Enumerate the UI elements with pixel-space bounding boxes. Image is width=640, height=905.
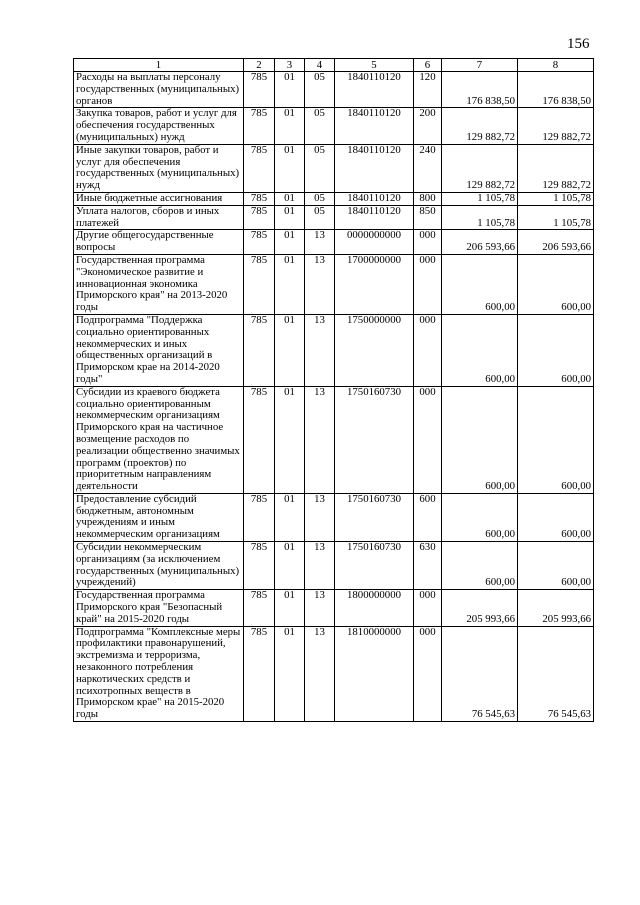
row-cell-c3: 01 — [275, 72, 305, 108]
row-cell-c8: 600,00 — [518, 314, 594, 386]
row-cell-c4: 05 — [305, 144, 335, 192]
table-row — [74, 144, 594, 192]
row-cell-c2: 785 — [244, 192, 275, 205]
row-cell-c2: 785 — [244, 314, 275, 386]
row-cell-c8: 129 882,72 — [518, 144, 594, 192]
row-cell-c6: 000 — [414, 590, 442, 626]
row-cell-c4: 13 — [305, 493, 335, 541]
row-cell-c3: 01 — [275, 254, 305, 314]
row-cell-c4: 05 — [305, 205, 335, 230]
row-cell-c7: 600,00 — [442, 542, 518, 590]
col-header: 5 — [335, 59, 414, 72]
row-cell-c6: 000 — [414, 230, 442, 255]
row-cell-c2: 785 — [244, 626, 275, 721]
col-header: 3 — [275, 59, 305, 72]
row-cell-c7: 129 882,72 — [442, 108, 518, 144]
row-cell-c6: 000 — [414, 386, 442, 493]
row-cell-c3: 01 — [275, 626, 305, 721]
row-cell-c8: 600,00 — [518, 254, 594, 314]
row-cell-c3: 01 — [275, 493, 305, 541]
col-header: 2 — [244, 59, 275, 72]
row-cell-c7: 600,00 — [442, 386, 518, 493]
row-cell-c7: 1 105,78 — [442, 192, 518, 205]
row-cell-c3: 01 — [275, 108, 305, 144]
row-cell-c6: 800 — [414, 192, 442, 205]
row-cell-c8: 205 993,66 — [518, 590, 594, 626]
row-cell-c3: 01 — [275, 205, 305, 230]
budget-table — [73, 58, 594, 722]
row-cell-c6: 000 — [414, 626, 442, 721]
row-cell-c5: 1840110120 — [335, 205, 414, 230]
row-cell-c8: 129 882,72 — [518, 108, 594, 144]
page-number: 156 — [567, 36, 590, 52]
row-cell-c8: 76 545,63 — [518, 626, 594, 721]
row-cell-c2: 785 — [244, 254, 275, 314]
row-cell-c7: 129 882,72 — [442, 144, 518, 192]
row-cell-c7: 205 993,66 — [442, 590, 518, 626]
col-header: 7 — [442, 59, 518, 72]
row-cell-c5: 1750160730 — [335, 493, 414, 541]
row-cell-c2: 785 — [244, 493, 275, 541]
header-row — [74, 59, 594, 72]
row-cell-c6: 630 — [414, 542, 442, 590]
table-row — [74, 108, 594, 144]
table-row — [74, 205, 594, 230]
row-cell-c8: 600,00 — [518, 493, 594, 541]
row-name-cell: Подпрограмма "Поддержка социально ориентированных некоммерческих и иных общественных организаций в Приморском крае на 2014-2020 годы" — [74, 314, 244, 386]
table-row — [74, 230, 594, 255]
row-cell-c7: 206 593,66 — [442, 230, 518, 255]
row-cell-c8: 176 838,50 — [518, 72, 594, 108]
row-cell-c4: 13 — [305, 626, 335, 721]
row-cell-c5: 1840110120 — [335, 144, 414, 192]
row-cell-c5: 1700000000 — [335, 254, 414, 314]
row-cell-c8: 600,00 — [518, 542, 594, 590]
col-header: 4 — [305, 59, 335, 72]
row-cell-c4: 13 — [305, 542, 335, 590]
row-cell-c3: 01 — [275, 144, 305, 192]
row-name-cell: Расходы на выплаты персоналу государственных (муниципальных) органов — [74, 72, 244, 108]
row-cell-c2: 785 — [244, 230, 275, 255]
row-cell-c6: 600 — [414, 493, 442, 541]
row-cell-c7: 600,00 — [442, 314, 518, 386]
row-cell-c4: 13 — [305, 254, 335, 314]
row-cell-c5: 0000000000 — [335, 230, 414, 255]
row-cell-c2: 785 — [244, 72, 275, 108]
row-cell-c5: 1810000000 — [335, 626, 414, 721]
row-cell-c2: 785 — [244, 386, 275, 493]
row-name-cell: Подпрограмма "Комплексные меры профилактики правонарушений, экстремизма и терроризма, незаконного потребления наркотических средств и психотропных веществ в Приморском крае" на 2015-2020 годы — [74, 626, 244, 721]
table-row — [74, 192, 594, 205]
row-cell-c3: 01 — [275, 386, 305, 493]
table-row — [74, 72, 594, 108]
col-header: 1 — [74, 59, 244, 72]
row-cell-c2: 785 — [244, 108, 275, 144]
table-row — [74, 254, 594, 314]
row-name-cell: Закупка товаров, работ и услуг для обеспечения государственных (муниципальных) нужд — [74, 108, 244, 144]
row-cell-c4: 13 — [305, 590, 335, 626]
row-cell-c3: 01 — [275, 230, 305, 255]
row-cell-c4: 13 — [305, 314, 335, 386]
row-cell-c6: 200 — [414, 108, 442, 144]
table-row — [74, 314, 594, 386]
table-row — [74, 626, 594, 721]
row-cell-c7: 1 105,78 — [442, 205, 518, 230]
row-cell-c2: 785 — [244, 542, 275, 590]
row-cell-c2: 785 — [244, 205, 275, 230]
row-cell-c4: 05 — [305, 108, 335, 144]
row-cell-c5: 1750000000 — [335, 314, 414, 386]
table-row — [74, 590, 594, 626]
row-cell-c6: 240 — [414, 144, 442, 192]
row-cell-c4: 05 — [305, 72, 335, 108]
row-cell-c5: 1750160730 — [335, 386, 414, 493]
table-row — [74, 542, 594, 590]
col-header: 6 — [414, 59, 442, 72]
row-cell-c7: 176 838,50 — [442, 72, 518, 108]
row-cell-c3: 01 — [275, 192, 305, 205]
row-cell-c2: 785 — [244, 590, 275, 626]
row-cell-c7: 600,00 — [442, 493, 518, 541]
row-name-cell: Другие общегосударственные вопросы — [74, 230, 244, 255]
row-cell-c7: 600,00 — [442, 254, 518, 314]
row-name-cell: Уплата налогов, сборов и иных платежей — [74, 205, 244, 230]
row-cell-c2: 785 — [244, 144, 275, 192]
row-cell-c8: 1 105,78 — [518, 205, 594, 230]
row-cell-c5: 1750160730 — [335, 542, 414, 590]
row-cell-c3: 01 — [275, 542, 305, 590]
row-cell-c7: 76 545,63 — [442, 626, 518, 721]
row-cell-c3: 01 — [275, 314, 305, 386]
row-name-cell: Государственная программа "Экономическое развитие и инновационная экономика Приморского края" на 2013-2020 годы — [74, 254, 244, 314]
row-name-cell: Иные закупки товаров, работ и услуг для обеспечения государственных (муниципальных) нужд — [74, 144, 244, 192]
col-header: 8 — [518, 59, 594, 72]
row-cell-c8: 600,00 — [518, 386, 594, 493]
row-cell-c6: 000 — [414, 254, 442, 314]
row-cell-c4: 13 — [305, 230, 335, 255]
row-cell-c4: 05 — [305, 192, 335, 205]
row-cell-c3: 01 — [275, 590, 305, 626]
row-cell-c5: 1800000000 — [335, 590, 414, 626]
row-cell-c6: 120 — [414, 72, 442, 108]
row-cell-c4: 13 — [305, 386, 335, 493]
row-name-cell: Иные бюджетные ассигнования — [74, 192, 244, 205]
row-name-cell: Государственная программа Приморского края "Безопасный край" на 2015-2020 годы — [74, 590, 244, 626]
row-name-cell: Предоставление субсидий бюджетным, автономным учреждениям и иным некоммерческим организациям — [74, 493, 244, 541]
table-row — [74, 493, 594, 541]
row-name-cell: Субсидии из краевого бюджета социально ориентированным некоммерческим организациям Приморского края на частичное возмещение расходов по реализации общественно значимых программ (проектов) по приоритетным направлениям деятельности — [74, 386, 244, 493]
row-cell-c5: 1840110120 — [335, 72, 414, 108]
row-cell-c8: 1 105,78 — [518, 192, 594, 205]
row-cell-c6: 850 — [414, 205, 442, 230]
row-cell-c5: 1840110120 — [335, 192, 414, 205]
row-cell-c8: 206 593,66 — [518, 230, 594, 255]
row-cell-c6: 000 — [414, 314, 442, 386]
table-row — [74, 386, 594, 493]
row-name-cell: Субсидии некоммерческим организациям (за исключением государственных (муниципальных) учреждений) — [74, 542, 244, 590]
row-cell-c5: 1840110120 — [335, 108, 414, 144]
